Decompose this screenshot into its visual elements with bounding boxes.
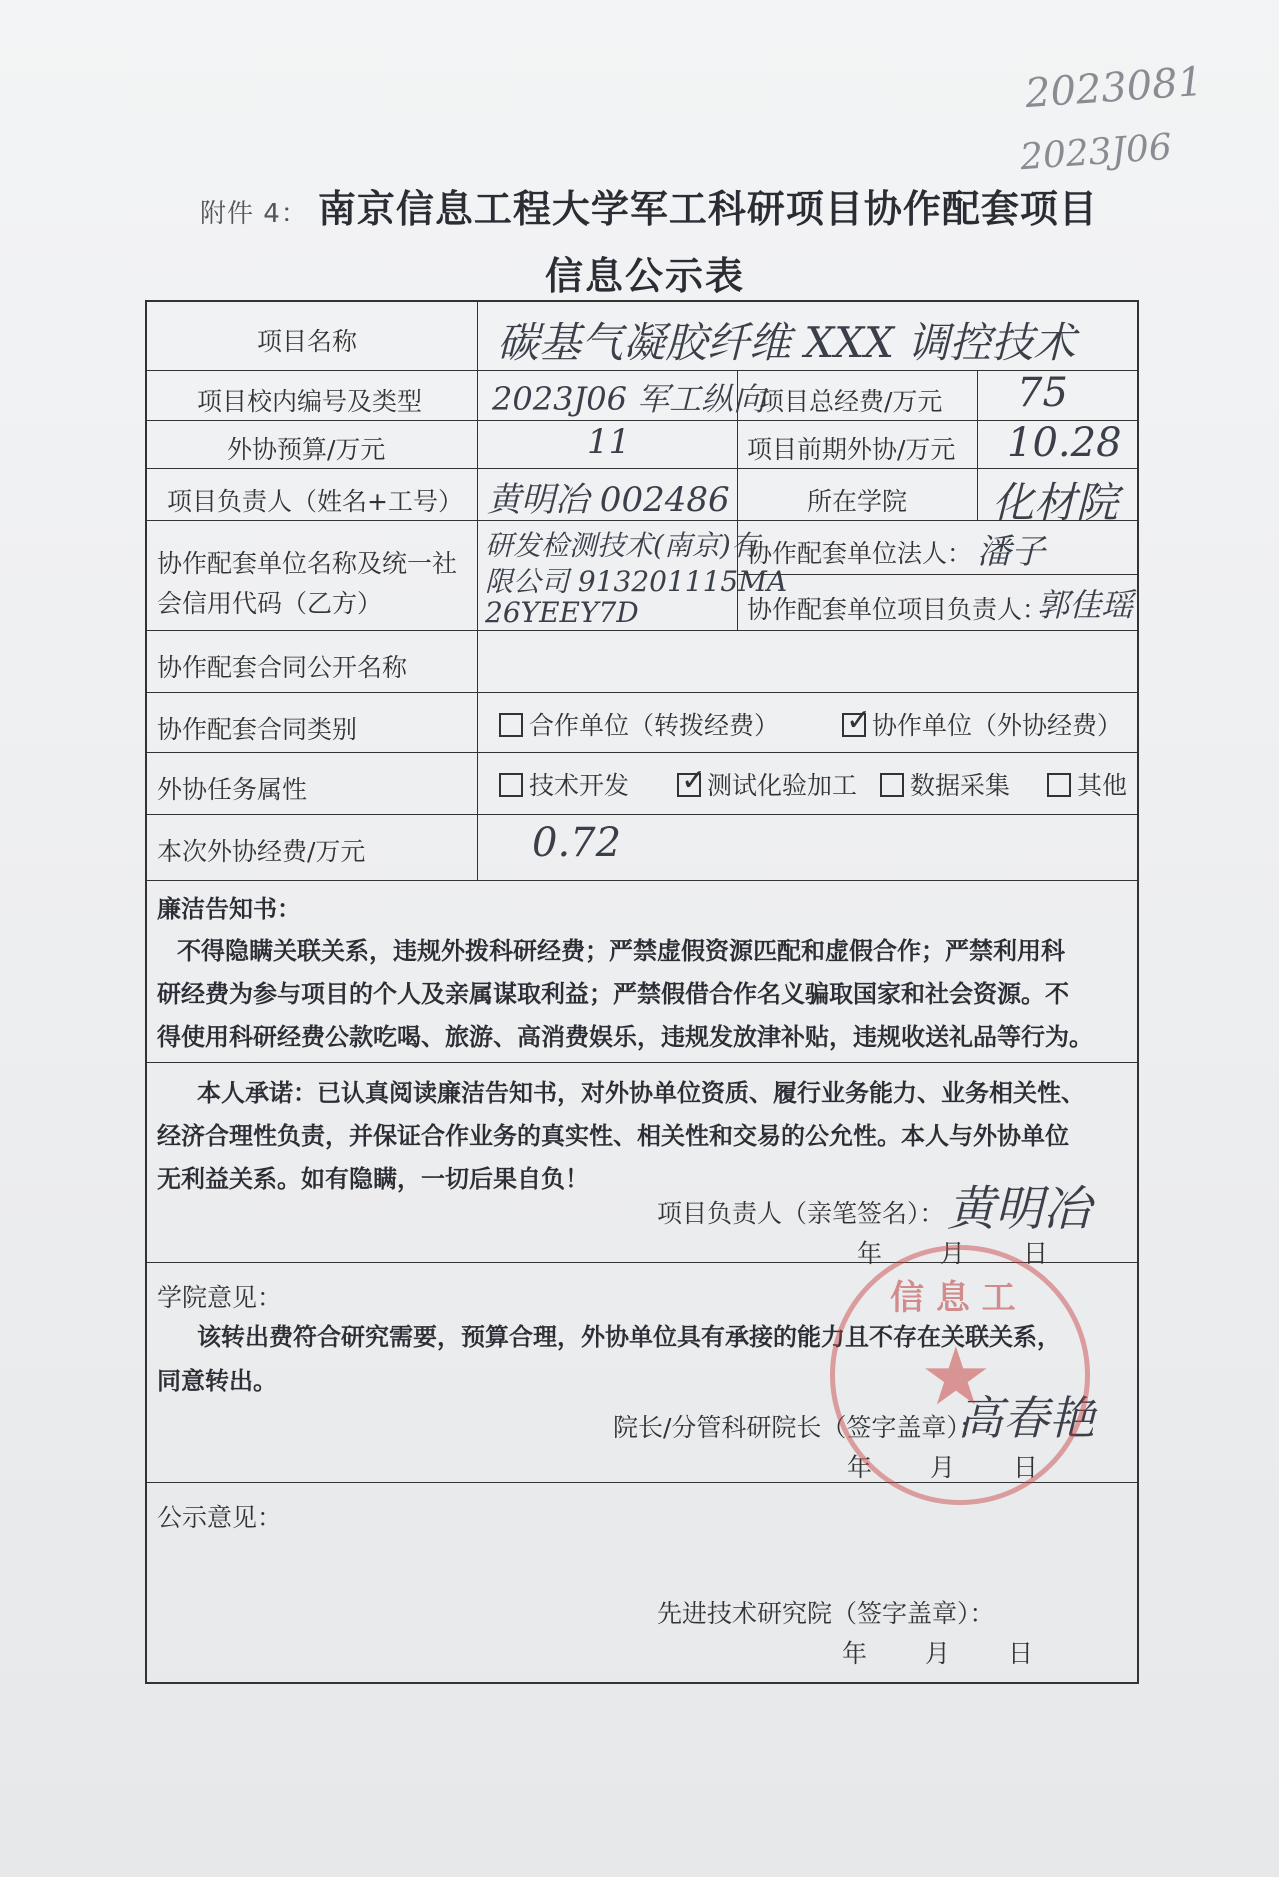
leader-label: 项目负责人（姓名+工号） [167, 487, 463, 516]
college-signature: 高春艳 [957, 1391, 1095, 1445]
row-divider [147, 814, 1137, 815]
partner-label-2: 会信用代码（乙方） [157, 589, 383, 618]
partner-legal-value: 潘子 [977, 532, 1045, 572]
fee-value: 0.72 [532, 820, 622, 866]
partner-legal-label: 协作配套单位法人： [747, 539, 973, 568]
date-day: 日 [1007, 1639, 1033, 1668]
task-type-option-4[interactable] [1047, 766, 1127, 802]
project-name-label: 项目名称 [257, 327, 358, 356]
row-divider [147, 370, 1137, 371]
row-divider [147, 630, 1137, 631]
notice-line-2: 研经费为参与项目的个人及亲属谋取利益；严禁假借合作名义骗取国家和社会资源。不 [157, 980, 1069, 1008]
title-prefix: 附件 4： [200, 199, 308, 229]
pledge-line-1: 本人承诺：已认真阅读廉洁告知书，对外协单位资质、履行业务能力、业务相关性、 [197, 1079, 1085, 1107]
task-type-option-3-label: 数据采集 [910, 771, 1011, 800]
date-year: 年 [857, 1239, 883, 1268]
contract-type-option-1[interactable] [499, 706, 779, 742]
date-year: 年 [842, 1639, 868, 1668]
star-icon: ★ [920, 1330, 992, 1423]
publicity-sign-label: 先进技术研究院（签字盖章）： [657, 1599, 995, 1628]
checkbox-icon [499, 713, 523, 737]
college-opinion-line-2: 同意转出。 [157, 1367, 277, 1395]
date-day: 日 [1012, 1453, 1038, 1482]
date-month: 月 [939, 1239, 965, 1268]
notice-heading: 廉洁告知书： [157, 895, 301, 923]
partner-label-1: 协作配套单位名称及统一社 [157, 549, 458, 578]
col-divider [977, 370, 978, 520]
notice-line-1: 不得隐瞒关联关系，违规外拨科研经费；严禁虚假资源匹配和虚假合作；严禁利用科 [177, 937, 1065, 965]
row-divider [147, 752, 1137, 753]
row-divider [737, 574, 1137, 575]
college-seal [830, 1245, 1090, 1505]
college-value: 化材院 [992, 478, 1119, 527]
top-note-2: 2023J06 [1018, 126, 1174, 179]
leader-value: 黄明冶 002486 [487, 480, 730, 520]
partner-value-1: 研发检测技术(南京)有 [485, 529, 759, 562]
fee-label: 本次外协经费/万元 [157, 837, 366, 866]
task-type-option-1[interactable] [499, 766, 629, 802]
notice-line-3: 得使用科研经费公款吃喝、旅游、高消费娱乐，违规发放津补贴，违规收送礼品等行为。 [157, 1023, 1093, 1051]
top-note-1: 2023081 [1023, 58, 1205, 118]
contract-name-label: 协作配套合同公开名称 [157, 653, 408, 682]
task-type-option-1-label: 技术开发 [529, 771, 630, 800]
page-subtitle: 信息公示表 [545, 254, 746, 298]
date-month: 月 [929, 1453, 955, 1482]
college-opinion-heading: 学院意见： [157, 1283, 283, 1312]
row-divider [147, 468, 1137, 469]
prior-outsource-value: 10.28 [1007, 420, 1122, 466]
task-type-option-2[interactable] [677, 766, 857, 802]
checkbox-icon [880, 773, 904, 797]
publicity-date [842, 1634, 1033, 1670]
row-divider [147, 420, 1137, 421]
contract-type-option-1-label: 合作单位（转拨经费） [529, 711, 780, 740]
contract-type-option-2[interactable] [842, 706, 1122, 742]
page-title [200, 178, 1098, 233]
partner-manager-value: 郭佳瑶 [1037, 586, 1134, 624]
seal-text-fragment: 信 息 工 [890, 1278, 1016, 1318]
checked-checkbox-icon [677, 773, 701, 797]
college-opinion-line-1: 该转出费符合研究需要，预算合理，外协单位具有承接的能力且不存在关联关系， [197, 1323, 1061, 1351]
task-type-option-3[interactable] [880, 766, 1010, 802]
date-year: 年 [847, 1453, 873, 1482]
contract-type-label: 协作配套合同类别 [157, 715, 358, 744]
prior-outsource-label: 项目前期外协/万元 [747, 435, 956, 464]
checkbox-icon [499, 773, 523, 797]
total-budget-label: 项目总经费/万元 [759, 387, 943, 416]
project-name-value: 碳基气凝胶纤维 XXX 调控技术 [497, 318, 1076, 367]
task-type-option-2-label: 测试化验加工 [707, 771, 858, 800]
pledge-line-3: 无利益关系。如有隐瞒，一切后果自负！ [157, 1165, 589, 1193]
date-day: 日 [1022, 1239, 1048, 1268]
project-code-label: 项目校内编号及类型 [197, 387, 423, 416]
budget-value: 11 [587, 422, 631, 462]
project-code-value: 2023J06 军工纵向 [492, 380, 766, 418]
college-sign-label: 院长/分管科研院长（签字盖章）： [613, 1413, 984, 1442]
pledge-line-2: 经济合理性负责，并保证合作业务的真实性、相关性和交易的公允性。本人与外协单位 [157, 1122, 1069, 1150]
pledge-signature: 黄明冶 [947, 1181, 1092, 1237]
title-main: 南京信息工程大学军工科研项目协作配套项目 [317, 187, 1098, 231]
col-divider [477, 302, 478, 880]
date-month: 月 [924, 1639, 950, 1668]
contract-type-option-2-label: 协作单位（外协经费） [872, 711, 1123, 740]
checked-checkbox-icon [842, 713, 866, 737]
total-budget-value: 75 [1017, 370, 1068, 416]
checkbox-icon [1047, 773, 1071, 797]
partner-value-2: 限公司 913201115MA [485, 565, 788, 598]
row-divider [147, 692, 1137, 693]
pledge-sign-label: 项目负责人（亲笔签名）： [657, 1199, 945, 1228]
row-divider [147, 1062, 1137, 1063]
budget-label: 外协预算/万元 [227, 435, 386, 464]
partner-manager-label: 协作配套单位项目负责人： [747, 595, 1048, 624]
task-type-label: 外协任务属性 [157, 775, 308, 804]
publicity-heading: 公示意见： [157, 1503, 283, 1532]
row-divider [147, 880, 1137, 881]
college-label: 所在学院 [807, 487, 908, 516]
partner-value-3: 26YEEY7D [485, 596, 639, 629]
task-type-option-4-label: 其他 [1077, 771, 1128, 800]
